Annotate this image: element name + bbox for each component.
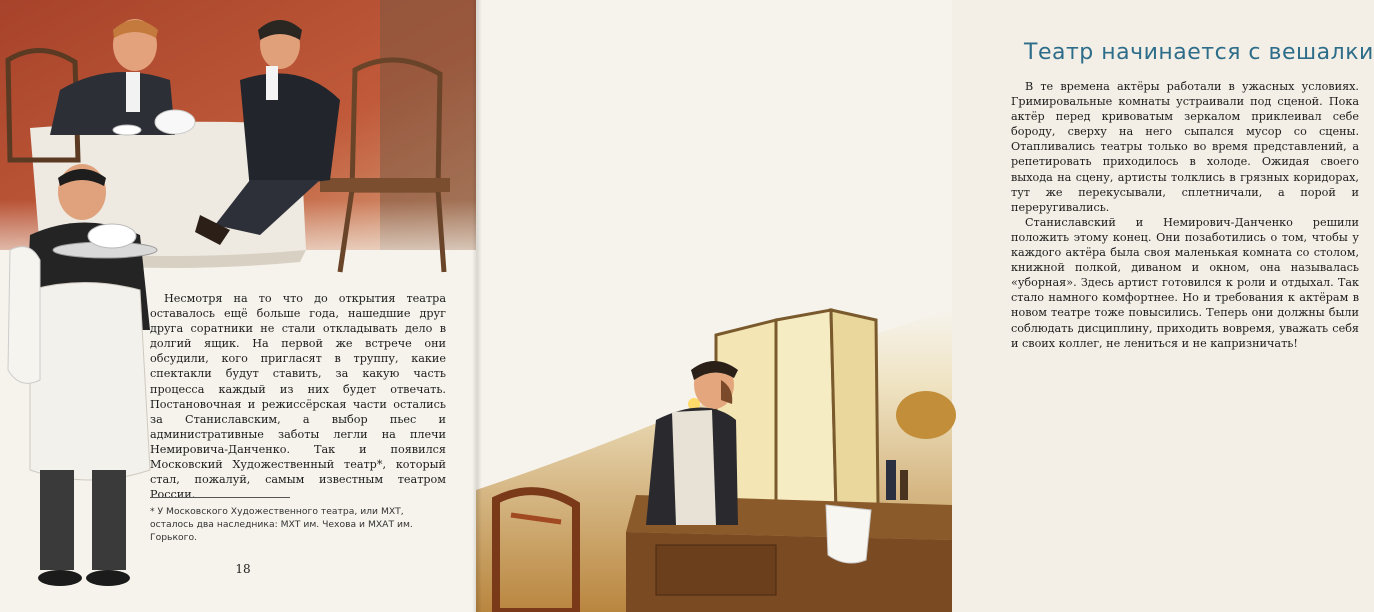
left-page — [0, 0, 476, 612]
chapter-title: Театр начинается с вешалки — [1024, 40, 1374, 65]
footnote-divider — [150, 497, 290, 498]
right-paragraph-1: В те времена актёры работали в ужасных условиях. Гримировальные комнаты устраивали под сценой. Пока актёр перед кривоватым зеркалом приклеивал себе бороду, сверху на него сыпался мусор со сцены. Отапливались театры только во время представлений, а репетировать приходилось в холоде. Ожидая своего выхода на сцену, артисты толклись в грязных коридорах, тут же перекусывали, сплетничали, а порой и переругивались. — [1011, 80, 1359, 214]
page-number: 18 — [235, 562, 251, 576]
left-page-body — [150, 291, 446, 502]
right-page-body — [1011, 79, 1359, 351]
left-paragraph: Несмотря на то что до открытия театра оставалось ещё больше года, нашедшие друг друга соратники не стали откладывать дело в долгий ящик. На первой же встрече они обсудили, кого пригласят в труппу, какие спектакли будут ставить, за какую часть процесса каждый из них будет отвечать. Постановочная и режиссёрская части остались за Станиславским, а выбор пьес и административные заботы легли на плечи Немировича-Данченко. Так и появился Московский Художественный театр*, который стал, пожалуй, самым известным театром России. — [150, 292, 446, 502]
footnote: * У Московского Художественного театра, или МХТ, осталось два наследника: МХТ им. Чехова и МХАТ им. Горького. — [150, 506, 413, 544]
right-page — [476, 0, 1374, 612]
right-paragraph-2: Станиславский и Немирович-Данченко решили положить этому конец. Они позаботились о том, чтобы у каждого актёра была своя маленькая комната со столом, книжной полкой, диваном и окном, она называлась «уборная». Здесь артист готовился к роли и отдыхал. Так стало намного комфортнее. Но и требования к актёрам в новом театре тоже повысились. Теперь они должны были соблюдать дисциплину, приходить вовремя, уважать себя и своих коллег, не лениться и не капризничать! — [1011, 215, 1359, 350]
dressing-room-illustration — [476, 300, 952, 612]
book-gutter — [472, 0, 482, 612]
